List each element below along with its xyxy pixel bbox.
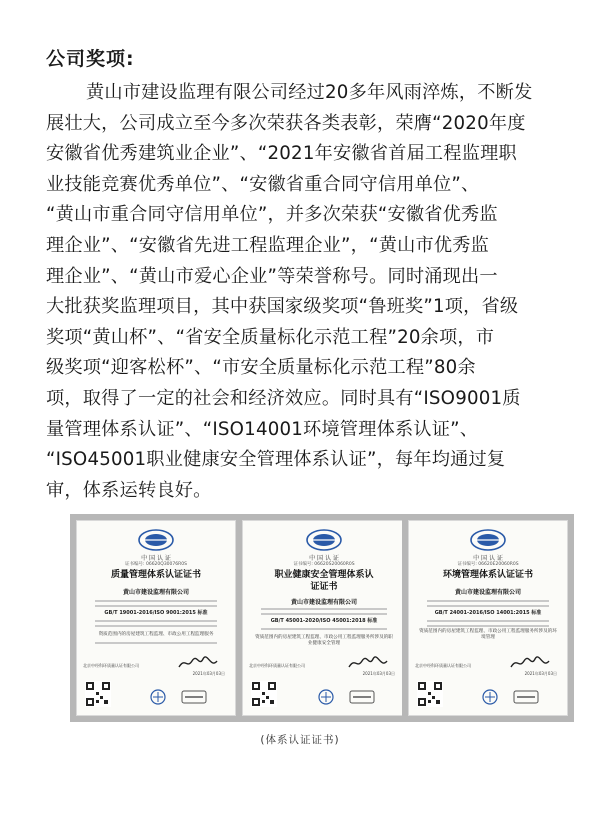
paragraph-line: 量管理体系认证”、“ISO14001环境管理体系认证”、 xyxy=(46,418,479,440)
cqc-logo-icon xyxy=(470,529,506,551)
iaf-seal-icon xyxy=(147,689,169,705)
cert-date: 2021年03月03日 xyxy=(192,671,225,676)
cert-standard: GB/T 19001-2016/ISO 9001:2015 标准 xyxy=(104,610,208,616)
quality-certificate xyxy=(70,514,242,722)
paragraph-line: 审，体系运转良好。 xyxy=(46,479,212,501)
cert-number: 证书编号: 06620E20060R0S xyxy=(457,562,519,567)
cnas-seal-icon xyxy=(513,689,539,705)
cert-title: 环境管理体系认证证书 xyxy=(442,570,533,580)
cert-organization: 北京中经科环质量认证有限公司 xyxy=(83,663,139,668)
cert-date: 2021年03月03日 xyxy=(362,671,395,676)
cert-company: 黄山市建设监理有限公司 xyxy=(454,589,521,596)
cert-company: 黄山市建设监理有限公司 xyxy=(122,589,189,596)
paragraph-line: 展壮大，公司成立至今多次荣获各类表彰，荣膺“2020年度 xyxy=(46,112,526,134)
qr-code-icon xyxy=(251,681,277,707)
cert-title: 质量管理体系认证证书 xyxy=(110,570,201,580)
cert-brand: 中 国 认 证 xyxy=(141,555,171,562)
section-heading: 公司奖项: xyxy=(46,48,135,70)
cqc-logo-icon xyxy=(138,529,174,551)
signature-icon xyxy=(509,655,551,671)
paragraph-line: 理企业”、“黄山市爱心企业”等荣誉称号。同时涌现出一 xyxy=(46,265,498,287)
ohs-certificate xyxy=(236,514,412,722)
cert-number: 证书编号: 06620S20060R0S xyxy=(293,562,355,567)
cert-brand: 中 国 认 证 xyxy=(309,555,339,562)
cnas-seal-icon xyxy=(349,689,375,705)
qr-code-icon xyxy=(85,681,111,707)
paragraph-line: 安徽省优秀建筑业企业”、“2021年安徽省首届工程监理职 xyxy=(46,143,517,165)
figure-caption: (体系认证证书) xyxy=(260,734,340,746)
cert-brand: 中 国 认 证 xyxy=(473,555,503,562)
awards-paragraph xyxy=(46,78,558,506)
paragraph-line: 业技能竞赛优秀单位”、“安徽省重合同守信用单位”、 xyxy=(46,173,480,195)
cert-organization: 北京中经科环质量认证有限公司 xyxy=(415,663,471,668)
cert-scope: 资质范围内的房屋建筑工程监理、市政公用工程监理服务所涉及的职业健康安全管理 xyxy=(255,635,393,646)
iaf-seal-icon xyxy=(315,689,337,705)
paragraph-line: 奖项“黄山杯”、“省安全质量标化示范工程”20余项，市 xyxy=(46,326,495,348)
cert-scope: 资质范围内的房屋建筑工程监理、市政公用工程监理服务 xyxy=(98,632,214,637)
cert-standard: GB/T 24001-2016/ISO 14001:2015 标准 xyxy=(434,610,542,616)
paragraph-line: 大批获奖监理项目，其中获国家级奖项“鲁班奖”1项，省级 xyxy=(46,296,519,318)
certificate-gallery xyxy=(0,514,600,724)
signature-icon xyxy=(347,655,389,671)
cert-fine-print xyxy=(95,639,217,647)
cert-date: 2021年03月03日 xyxy=(524,671,557,676)
paragraph-line: “ISO45001职业健康安全管理体系认证”，每年均通过复 xyxy=(46,449,506,471)
paragraph-line: 黄山市建设监理有限公司经过20多年风雨淬炼，不断发 xyxy=(86,82,533,103)
cert-organization: 北京中经科环质量认证有限公司 xyxy=(249,663,305,668)
paragraph-line: 项，取得了一定的社会和经济效应。同时具有“ISO9001质 xyxy=(46,387,521,409)
cert-fine-print xyxy=(261,625,387,633)
paragraph-line: 级奖项“迎客松杯”、“市安全质量标化示范工程”80余 xyxy=(46,357,476,379)
signature-icon xyxy=(177,655,219,671)
cert-scope: 资质范围内的房屋建筑工程监理、市政公用工程监理服务所涉及的环境管理 xyxy=(419,629,557,640)
cert-number: 证书编号: 06620Q30076R0S xyxy=(125,562,187,567)
paragraph-line: “黄山市重合同守信用单位”，并多次荣获“安徽省优秀监 xyxy=(46,204,498,226)
environmental-certificate xyxy=(402,514,574,722)
cnas-seal-icon xyxy=(181,689,207,705)
cqc-logo-icon xyxy=(306,529,342,551)
cert-company: 黄山市建设监理有限公司 xyxy=(290,599,357,606)
iaf-seal-icon xyxy=(479,689,501,705)
cert-standard: GB/T 45001-2020/ISO 45001:2018 标准 xyxy=(270,618,378,624)
paragraph-line: 理企业”、“安徽省先进工程监理企业”，“黄山市优秀监 xyxy=(46,234,490,256)
cert-fine-print xyxy=(95,617,217,630)
cert-title: 职业健康安全管理体系认证证书 xyxy=(274,570,374,592)
qr-code-icon xyxy=(417,681,443,707)
